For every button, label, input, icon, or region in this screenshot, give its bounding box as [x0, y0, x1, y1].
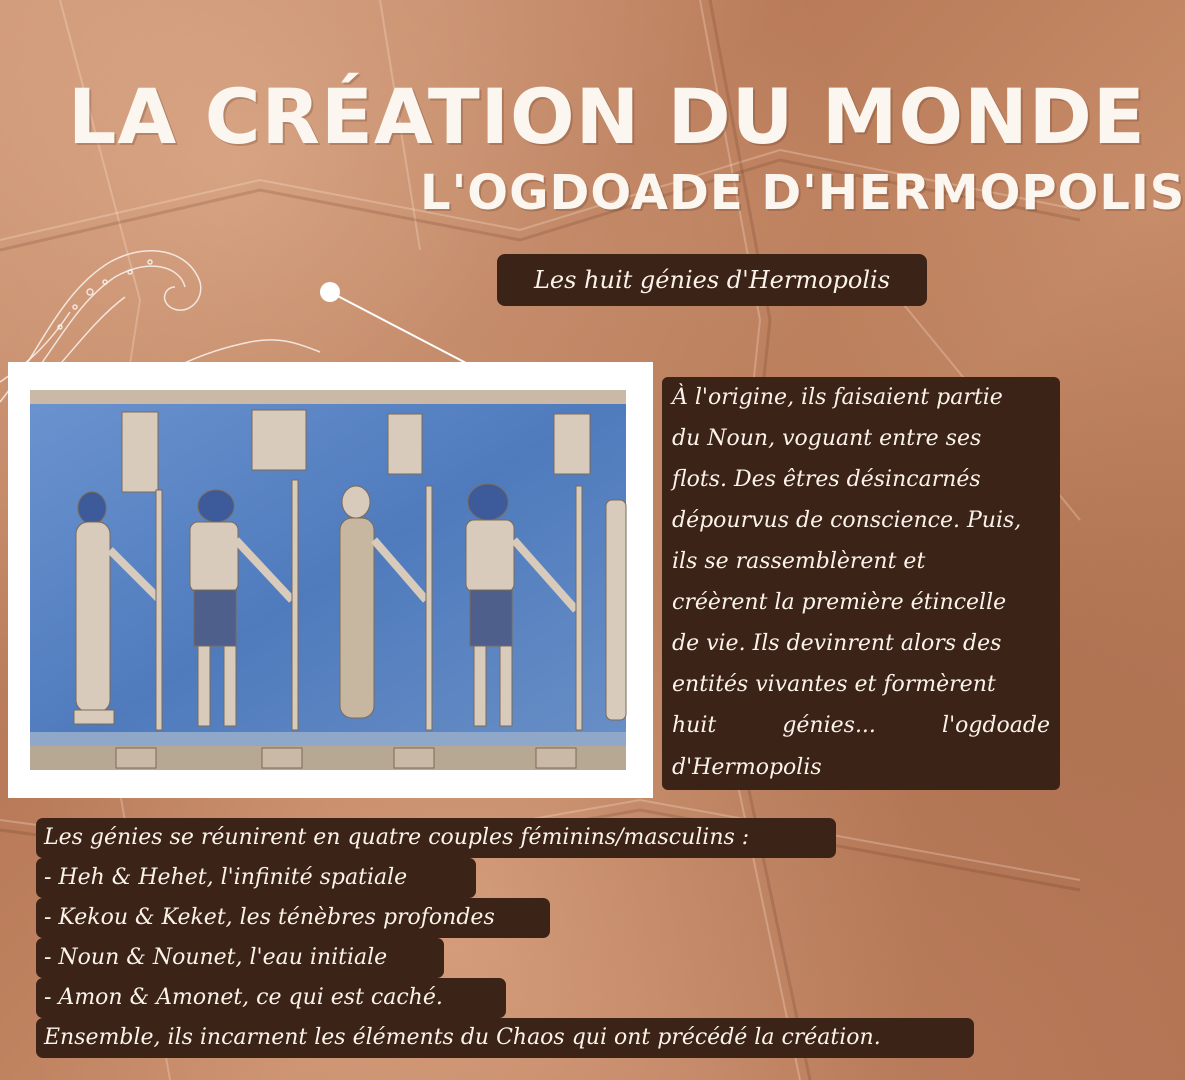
- paragraph-line: À l'origine, ils faisaient partie: [672, 385, 1003, 410]
- paragraph-line: dépourvus de conscience. Puis,: [672, 508, 1022, 533]
- paragraph-line: entités vivantes et formèrent: [672, 672, 996, 697]
- relief-photo: [30, 390, 626, 770]
- paragraph-line: créèrent la première étincelle: [672, 590, 1007, 615]
- subtitle-label: Les huit génies d'Hermopolis: [497, 254, 927, 306]
- paragraph-line: d'Hermopolis: [672, 755, 822, 780]
- paragraph-line: ils se rassemblèrent et: [672, 549, 926, 574]
- list-item: - Kekou & Keket, les ténèbres profondes: [36, 898, 550, 938]
- couples-conclusion: Ensemble, ils incarnent les éléments du Chaos qui ont précédé la création.: [36, 1018, 974, 1058]
- connector-dot-icon: [320, 282, 340, 302]
- couples-intro: Les génies se réunirent en quatre couples féminins/masculins :: [36, 818, 836, 858]
- origin-paragraph: [662, 377, 1060, 790]
- page-subtitle: L'OGDOADE D'HERMOPOLIS: [420, 165, 1185, 221]
- paragraph-line: flots. Des êtres désincarnés: [672, 467, 981, 492]
- paragraph-last-line: [662, 747, 842, 789]
- paragraph-line: du Noun, voguant entre ses: [672, 426, 982, 451]
- paragraph-line: huit génies... l'ogdoade: [672, 713, 1050, 738]
- list-item: - Amon & Amonet, ce qui est caché.: [36, 978, 506, 1018]
- paragraph-line: de vie. Ils devinrent alors des: [672, 631, 1002, 656]
- list-item: - Noun & Nounet, l'eau initiale: [36, 938, 444, 978]
- list-item: - Heh & Hehet, l'infinité spatiale: [36, 858, 476, 898]
- page-title: LA CRÉATION DU MONDE: [68, 72, 1146, 161]
